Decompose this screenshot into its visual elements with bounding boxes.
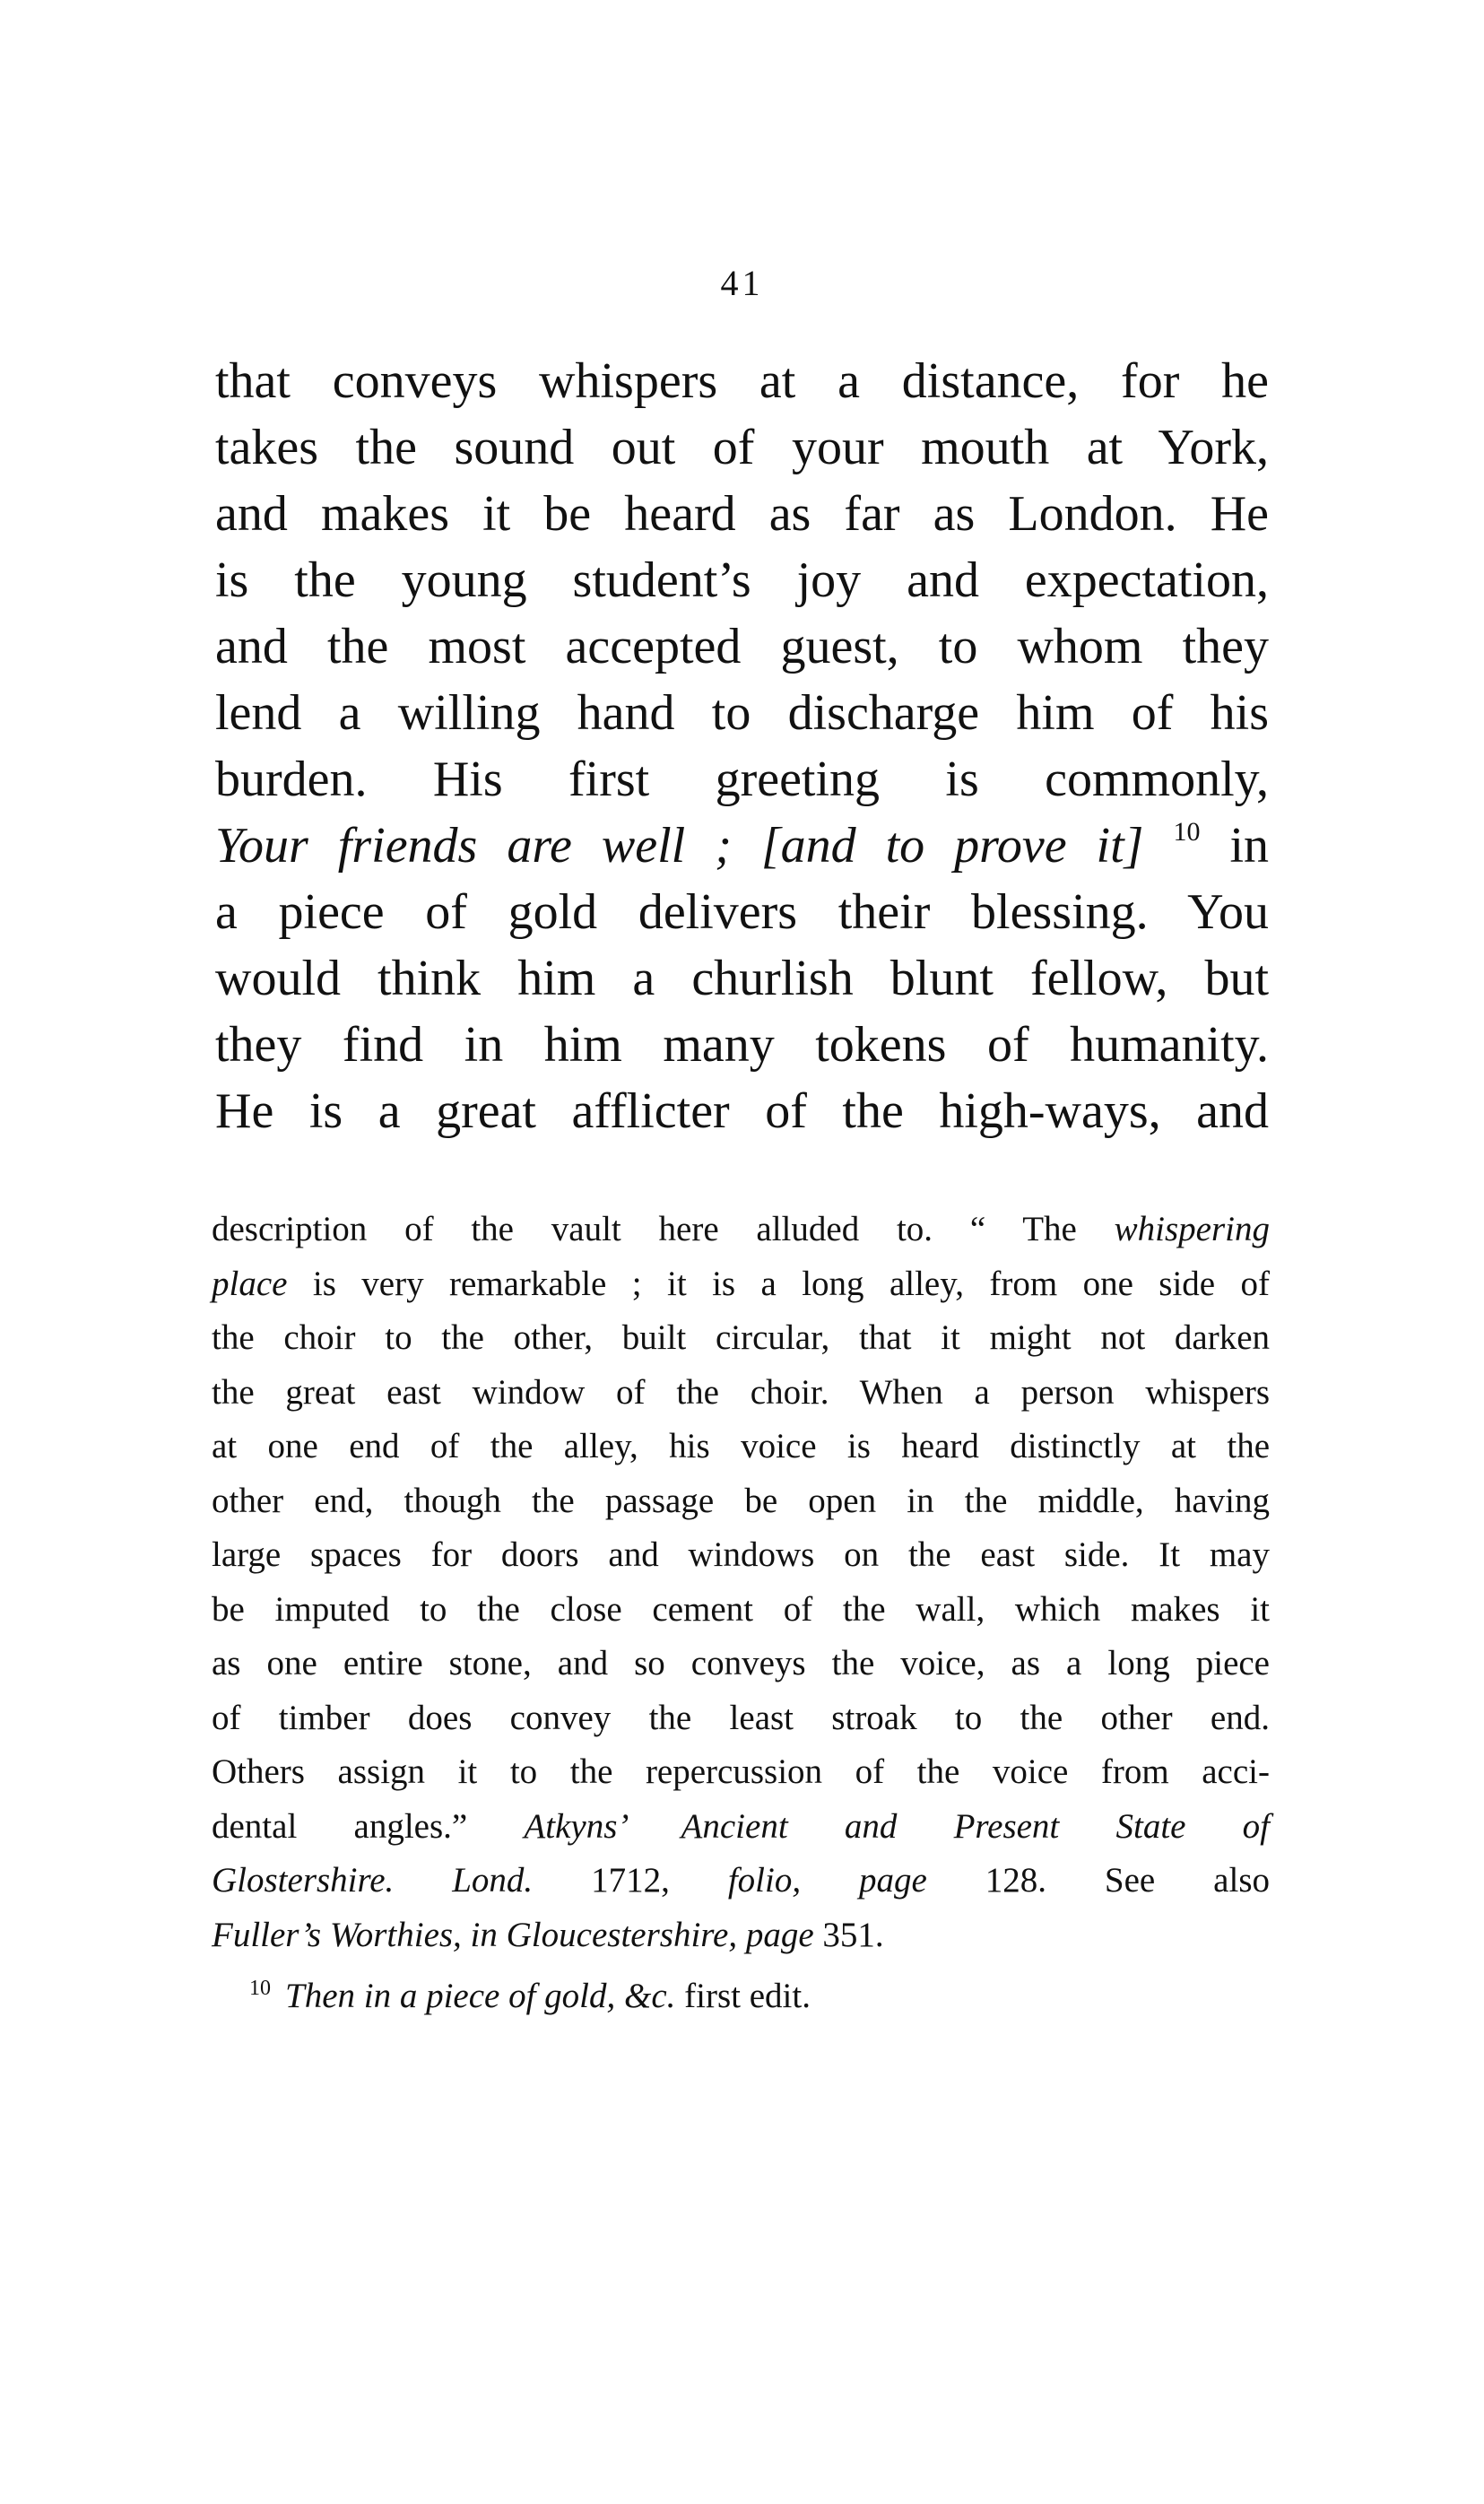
footnote-line: Others assign it to the repercussion of the voice from acci- bbox=[212, 1752, 1270, 1791]
italic-citation: Fuller’s Worthies, in Gloucestershire, page bbox=[212, 1915, 814, 1954]
text-line: they find in him many tokens of humanity. bbox=[215, 1017, 1269, 1073]
text-fragment: is very remarkable ; it is a long alley, from one side of bbox=[287, 1264, 1270, 1303]
footnote-10 bbox=[212, 1969, 1270, 2028]
footnote-ref-10: 10 bbox=[1173, 817, 1201, 847]
footnote-line bbox=[212, 1908, 1270, 1963]
text-fragment: 1712, bbox=[533, 1861, 728, 1900]
main-text bbox=[215, 348, 1269, 1144]
italic-citation: Atkyns’ Ancient and Present State of bbox=[524, 1806, 1271, 1846]
footnote-marker: 10 bbox=[249, 1977, 271, 2000]
footnote-line: of timber does convey the least stroak to the other end. bbox=[212, 1698, 1270, 1737]
footnote-line: other end, though the passage be open in the middle, having bbox=[212, 1481, 1270, 1520]
italic-fragment: Then in a piece of gold, &c. bbox=[285, 1977, 676, 2015]
italic-citation: Glostershire. Lond. bbox=[212, 1861, 534, 1900]
text-line: would think him a churlish blunt fellow, but bbox=[215, 951, 1269, 1006]
footnote-line: the great east window of the choir. When a person whispers bbox=[212, 1372, 1270, 1412]
footnote-line bbox=[212, 1257, 1270, 1312]
footnote-line: the choir to the other, built circular, that it might not darken bbox=[212, 1318, 1270, 1357]
italic-fragment: whispering bbox=[1114, 1210, 1270, 1248]
text-line: He is a great afflicter of the high-ways, and bbox=[215, 1083, 1269, 1139]
text-fragment: 351. bbox=[813, 1915, 884, 1954]
footnote-line: at one end of the alley, his voice is heard distinctly at the bbox=[212, 1427, 1270, 1465]
text-line: and the most accepted guest, to whom they bbox=[215, 619, 1269, 674]
text-line: burden. His first greeting is commonly, bbox=[215, 752, 1269, 807]
footnote-line bbox=[212, 1854, 1270, 1908]
text-line: a piece of gold delivers their blessing. You bbox=[215, 884, 1269, 940]
text-line-with-footnote-ref bbox=[215, 813, 1269, 879]
text-fragment: first edit. bbox=[675, 1977, 811, 2015]
footnote-line: as one entire stone, and so conveys the voice, as a long piece bbox=[212, 1644, 1270, 1682]
text-fragment: description of the vault here alluded to. “ The bbox=[212, 1210, 1115, 1248]
footnote-line bbox=[212, 1203, 1270, 1257]
text-line: that conveys whispers at a distance, for he bbox=[215, 353, 1269, 409]
text-line: is the young student’s joy and expectation, bbox=[215, 552, 1269, 608]
italic-citation: folio, page bbox=[727, 1861, 927, 1900]
text-line: takes the sound out of your mouth at York, bbox=[215, 420, 1269, 475]
footnote-line bbox=[212, 1800, 1270, 1855]
italic-fragment: place bbox=[212, 1264, 288, 1303]
text-line: lend a willing hand to discharge him of his bbox=[215, 685, 1269, 741]
text-line: and makes it be heard as far as London. He bbox=[215, 486, 1269, 542]
text-fragment: dental angles.” bbox=[212, 1806, 525, 1846]
footnotes bbox=[212, 1203, 1270, 2028]
text-fragment: in bbox=[1229, 818, 1269, 874]
page-number: 41 bbox=[720, 263, 764, 303]
footnote-line: be imputed to the close cement of the wall, which makes it bbox=[212, 1589, 1270, 1629]
italic-quote: Your friends are well ; [and to prove it] bbox=[215, 818, 1144, 874]
text-fragment: 128. See also bbox=[926, 1861, 1270, 1900]
footnote-line: large spaces for doors and windows on the east side. It may bbox=[212, 1535, 1270, 1574]
